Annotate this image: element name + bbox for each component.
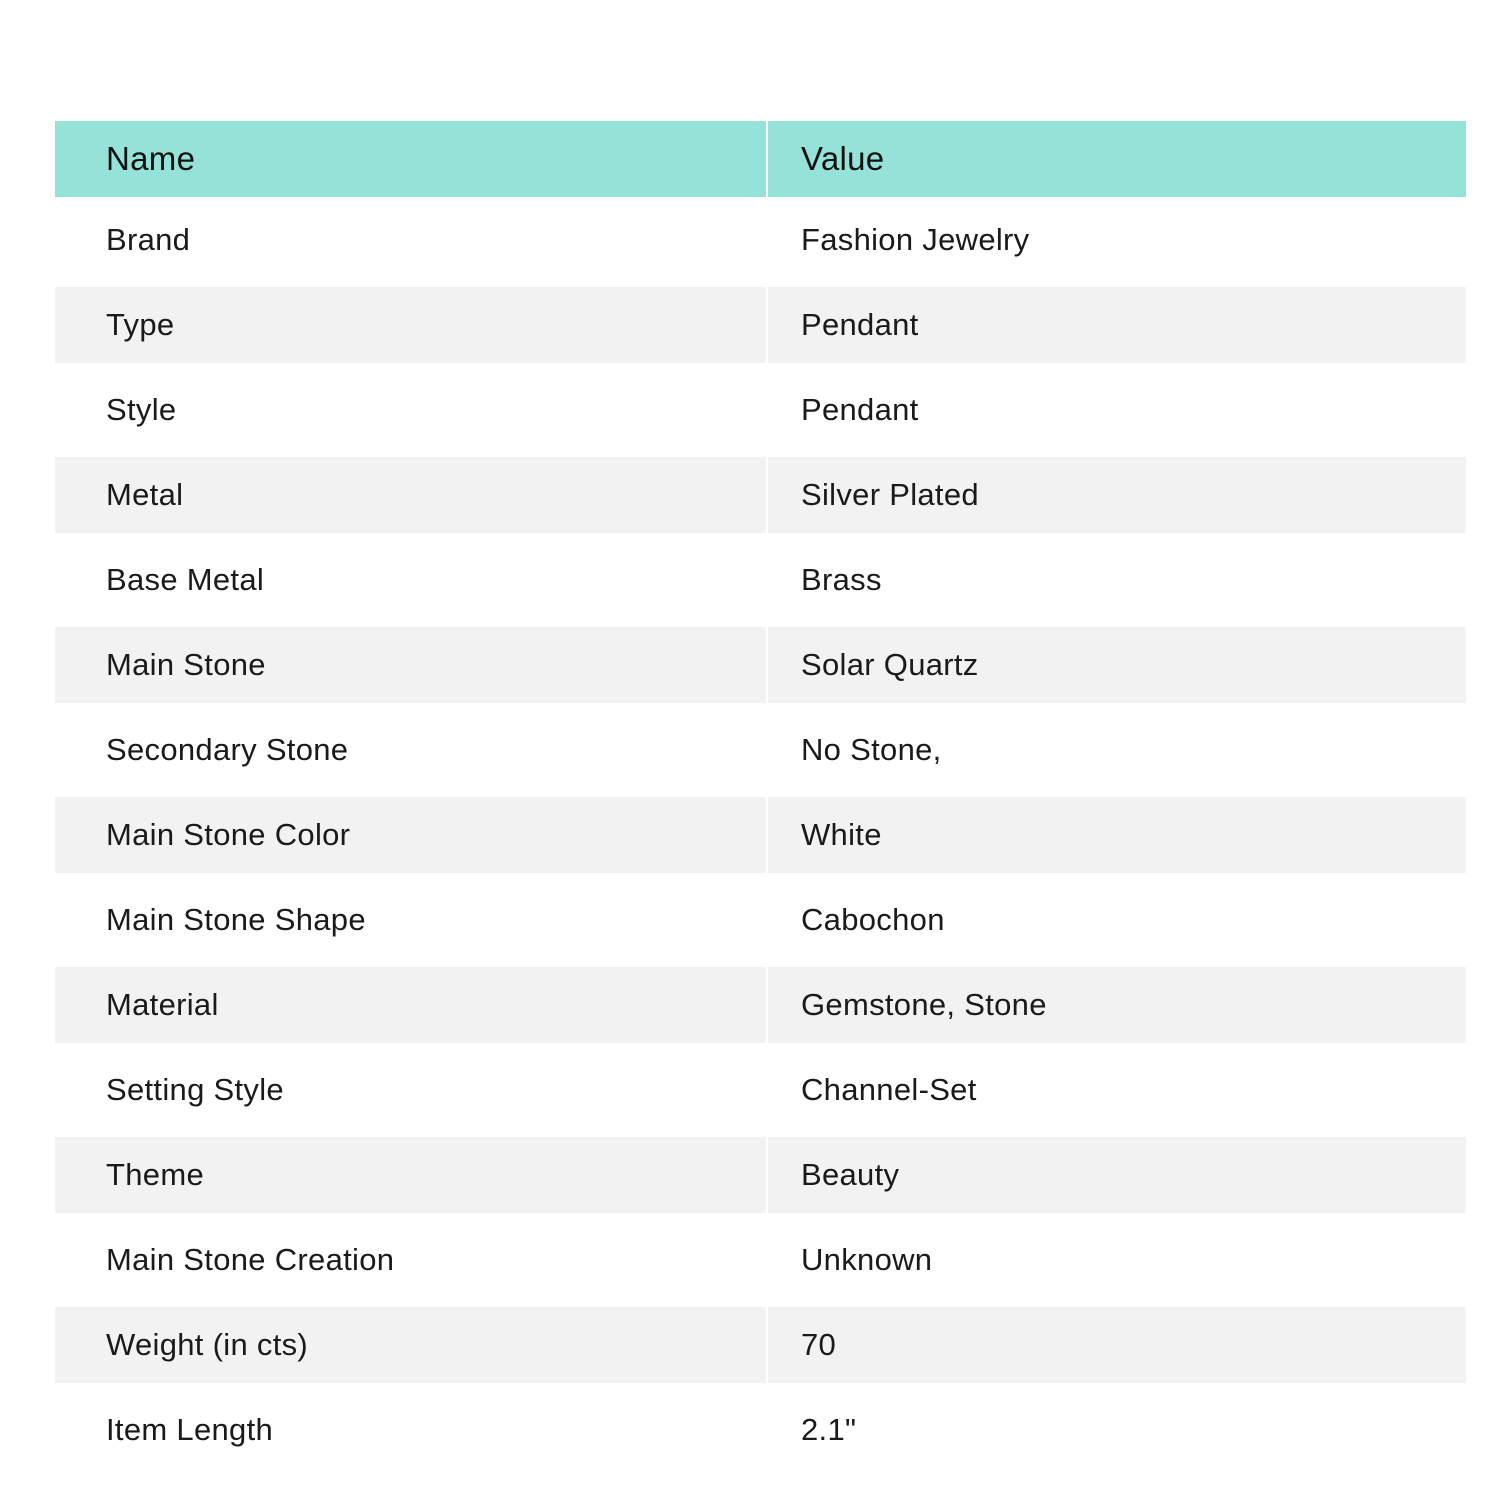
row-value: White: [768, 797, 1466, 873]
row-value: Cabochon: [768, 877, 1466, 962]
row-value: No Stone,: [768, 707, 1466, 792]
specifications-table: [55, 121, 1466, 1472]
table-header-row: [55, 121, 1466, 197]
row-value: Silver Plated: [768, 457, 1466, 533]
table-row: [55, 622, 1466, 707]
table-row: [55, 197, 1466, 282]
column-header-value: Value: [768, 121, 1466, 197]
table-row: [55, 962, 1466, 1047]
row-value: Brass: [768, 537, 1466, 622]
table-row: [55, 1047, 1466, 1132]
table-row: [55, 452, 1466, 537]
row-name: Secondary Stone: [55, 707, 766, 792]
table-row: [55, 792, 1466, 877]
row-value: Fashion Jewelry: [768, 197, 1466, 282]
row-value: Gemstone, Stone: [768, 967, 1466, 1043]
row-name: Weight (in cts): [55, 1307, 766, 1383]
row-name: Main Stone Shape: [55, 877, 766, 962]
row-name: Main Stone Color: [55, 797, 766, 873]
row-name: Brand: [55, 197, 766, 282]
row-value: Beauty: [768, 1137, 1466, 1213]
table-row: [55, 1132, 1466, 1217]
row-name: Type: [55, 287, 766, 363]
row-name: Main Stone: [55, 627, 766, 703]
row-name: Theme: [55, 1137, 766, 1213]
table-row: [55, 537, 1466, 622]
table-row: [55, 1217, 1466, 1302]
table-row: [55, 877, 1466, 962]
table-row: [55, 282, 1466, 367]
row-value: 70: [768, 1307, 1466, 1383]
row-value: Solar Quartz: [768, 627, 1466, 703]
row-value: Unknown: [768, 1217, 1466, 1302]
row-value: Pendant: [768, 367, 1466, 452]
row-name: Style: [55, 367, 766, 452]
table-row: [55, 1387, 1466, 1472]
table-row: [55, 1302, 1466, 1387]
row-value: Channel-Set: [768, 1047, 1466, 1132]
table-row: [55, 707, 1466, 792]
column-header-name: Name: [55, 121, 766, 197]
table-row: [55, 367, 1466, 452]
row-value: 2.1": [768, 1387, 1466, 1472]
row-name: Material: [55, 967, 766, 1043]
row-name: Base Metal: [55, 537, 766, 622]
row-name: Metal: [55, 457, 766, 533]
row-name: Main Stone Creation: [55, 1217, 766, 1302]
row-name: Item Length: [55, 1387, 766, 1472]
row-name: Setting Style: [55, 1047, 766, 1132]
row-value: Pendant: [768, 287, 1466, 363]
